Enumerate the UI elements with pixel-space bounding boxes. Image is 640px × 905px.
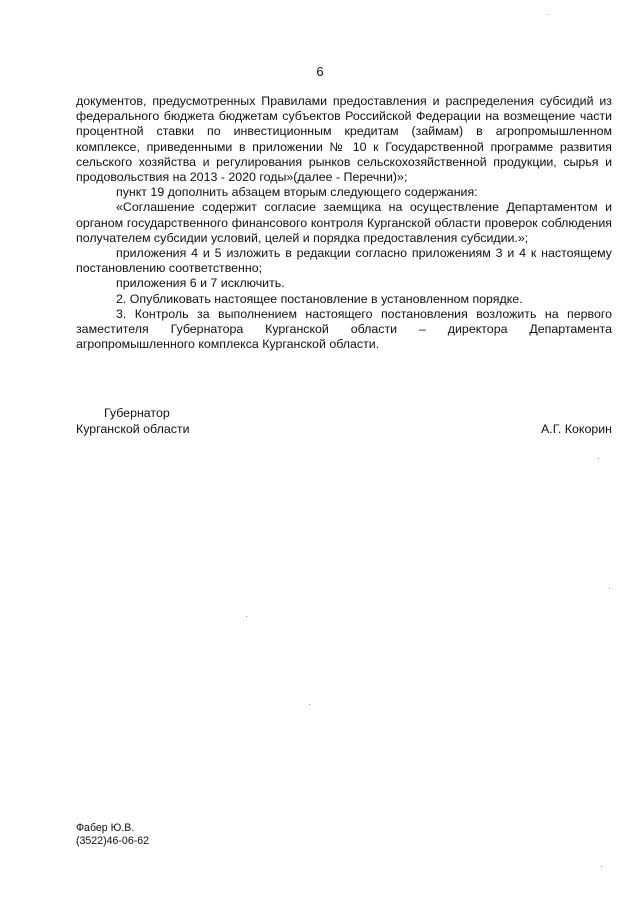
executor-footer — [76, 822, 149, 848]
paragraph-appendices-replace: приложения 4 и 5 изложить в редакции согласно приложениям 3 и 4 к настоящему постановлению соответственно; — [76, 246, 612, 276]
paragraph-point-3: 3. Контроль за выполнением настоящего постановления возложить на первого заместителя Губернатора Курганской области – директора Департамента агропромышленного комплекса Курганской области. — [76, 306, 612, 352]
scan-speck — [609, 588, 610, 589]
page-number: 6 — [316, 64, 324, 79]
scan-speck — [246, 616, 247, 617]
signatory-title — [76, 405, 190, 437]
scan-speck — [601, 866, 602, 867]
paragraph-point-2: 2. Опубликовать настоящее постановление в установленном порядке. — [116, 291, 523, 306]
signatory-title-line1: Губернатор — [104, 406, 170, 420]
signatory-title-line2: Курганской области — [76, 422, 190, 436]
scan-speck — [309, 704, 310, 705]
paragraph-item-19: пункт 19 дополнить абзацем вторым следующего содержания: — [116, 185, 478, 200]
signatory-name: А.Г. Кокорин — [540, 422, 612, 436]
executor-phone: (3522)46-06-62 — [76, 835, 150, 847]
paragraph-appendices-exclude: приложения 6 и 7 исключить. — [116, 276, 285, 291]
document-body — [76, 94, 612, 352]
paragraph-quote: «Соглашение содержит согласие заемщика на осуществление Департаментом и органом государственного финансового контроля Курганской области проверок соблюдения получателем субсидии условий, целей и порядка предоставления субсидии.»; — [76, 200, 612, 245]
executor-name: Фабер Ю.В. — [76, 822, 135, 834]
scan-speck — [598, 458, 599, 459]
scan-speck — [548, 14, 549, 15]
paragraph-continuation: документов, предусмотренных Правилами предоставления и распределения субсидий из федерального бюджета бюджетам субъектов Российской Федерации на возмещение части процентной ставки по инвестиционным кредитам (займам) в агропромышленном комплексе, приведенными в приложении № 10 к Государственной программе развития сельского хозяйства и регулирования рынков сельскохозяйственной продукции, сырья и продовольствия на 2013 - 2020 годы»(далее - Перечни)»; — [76, 94, 612, 185]
